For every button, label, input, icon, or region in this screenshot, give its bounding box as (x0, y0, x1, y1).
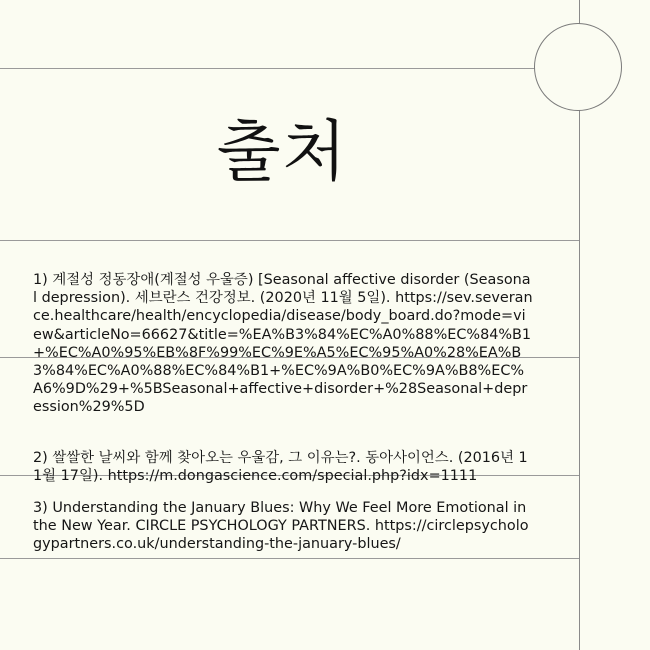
divider-line-bottom (0, 558, 580, 559)
page-title: 출처 (216, 113, 349, 190)
divider-line-top (0, 68, 580, 69)
reference-list (33, 271, 533, 554)
decorative-circle (534, 23, 622, 111)
divider-line-upper (0, 240, 580, 241)
reference-item-3: 3) Understanding the January Blues: Why We Feel More Emotional in the New Year. CIRCLE PSYCHOLOGY PARTNERS. https://circlepsychologypartners.co.uk/understanding-the-january-blues/ (33, 500, 529, 553)
reference-item-2: 2) 쌀쌀한 날씨와 함께 찾아오는 우울감, 그 이유는?. 동아사이언스. (2016년 11월 17일). https://m.dongascience.com/special.php?idx=1111 (33, 449, 528, 484)
reference-item-1: 1) 계절성 정동장애(계절성 우울증) [Seasonal affective disorder (Seasonal depression). 세브란스 건강정보. (2020년 11월 5일). https://sev.severance.healthcare/health/encyclopedia/disease/body_board.do?mode=view&articleNo=66627&title=%EA%B3%84%EC%A0%88%EC%84%B1+%EC%A0%95%EB%8F%99%EC%9E%A5%EC%95%A0%28%EA%B3%84%EC%A0%88%EC%84%B1+%EC%9A%B0%EC%9A%B8%EC%A6%9D%29+%5BSeasonal+affective+disorder+%28Seasonal+depression%29%5D (33, 272, 533, 416)
